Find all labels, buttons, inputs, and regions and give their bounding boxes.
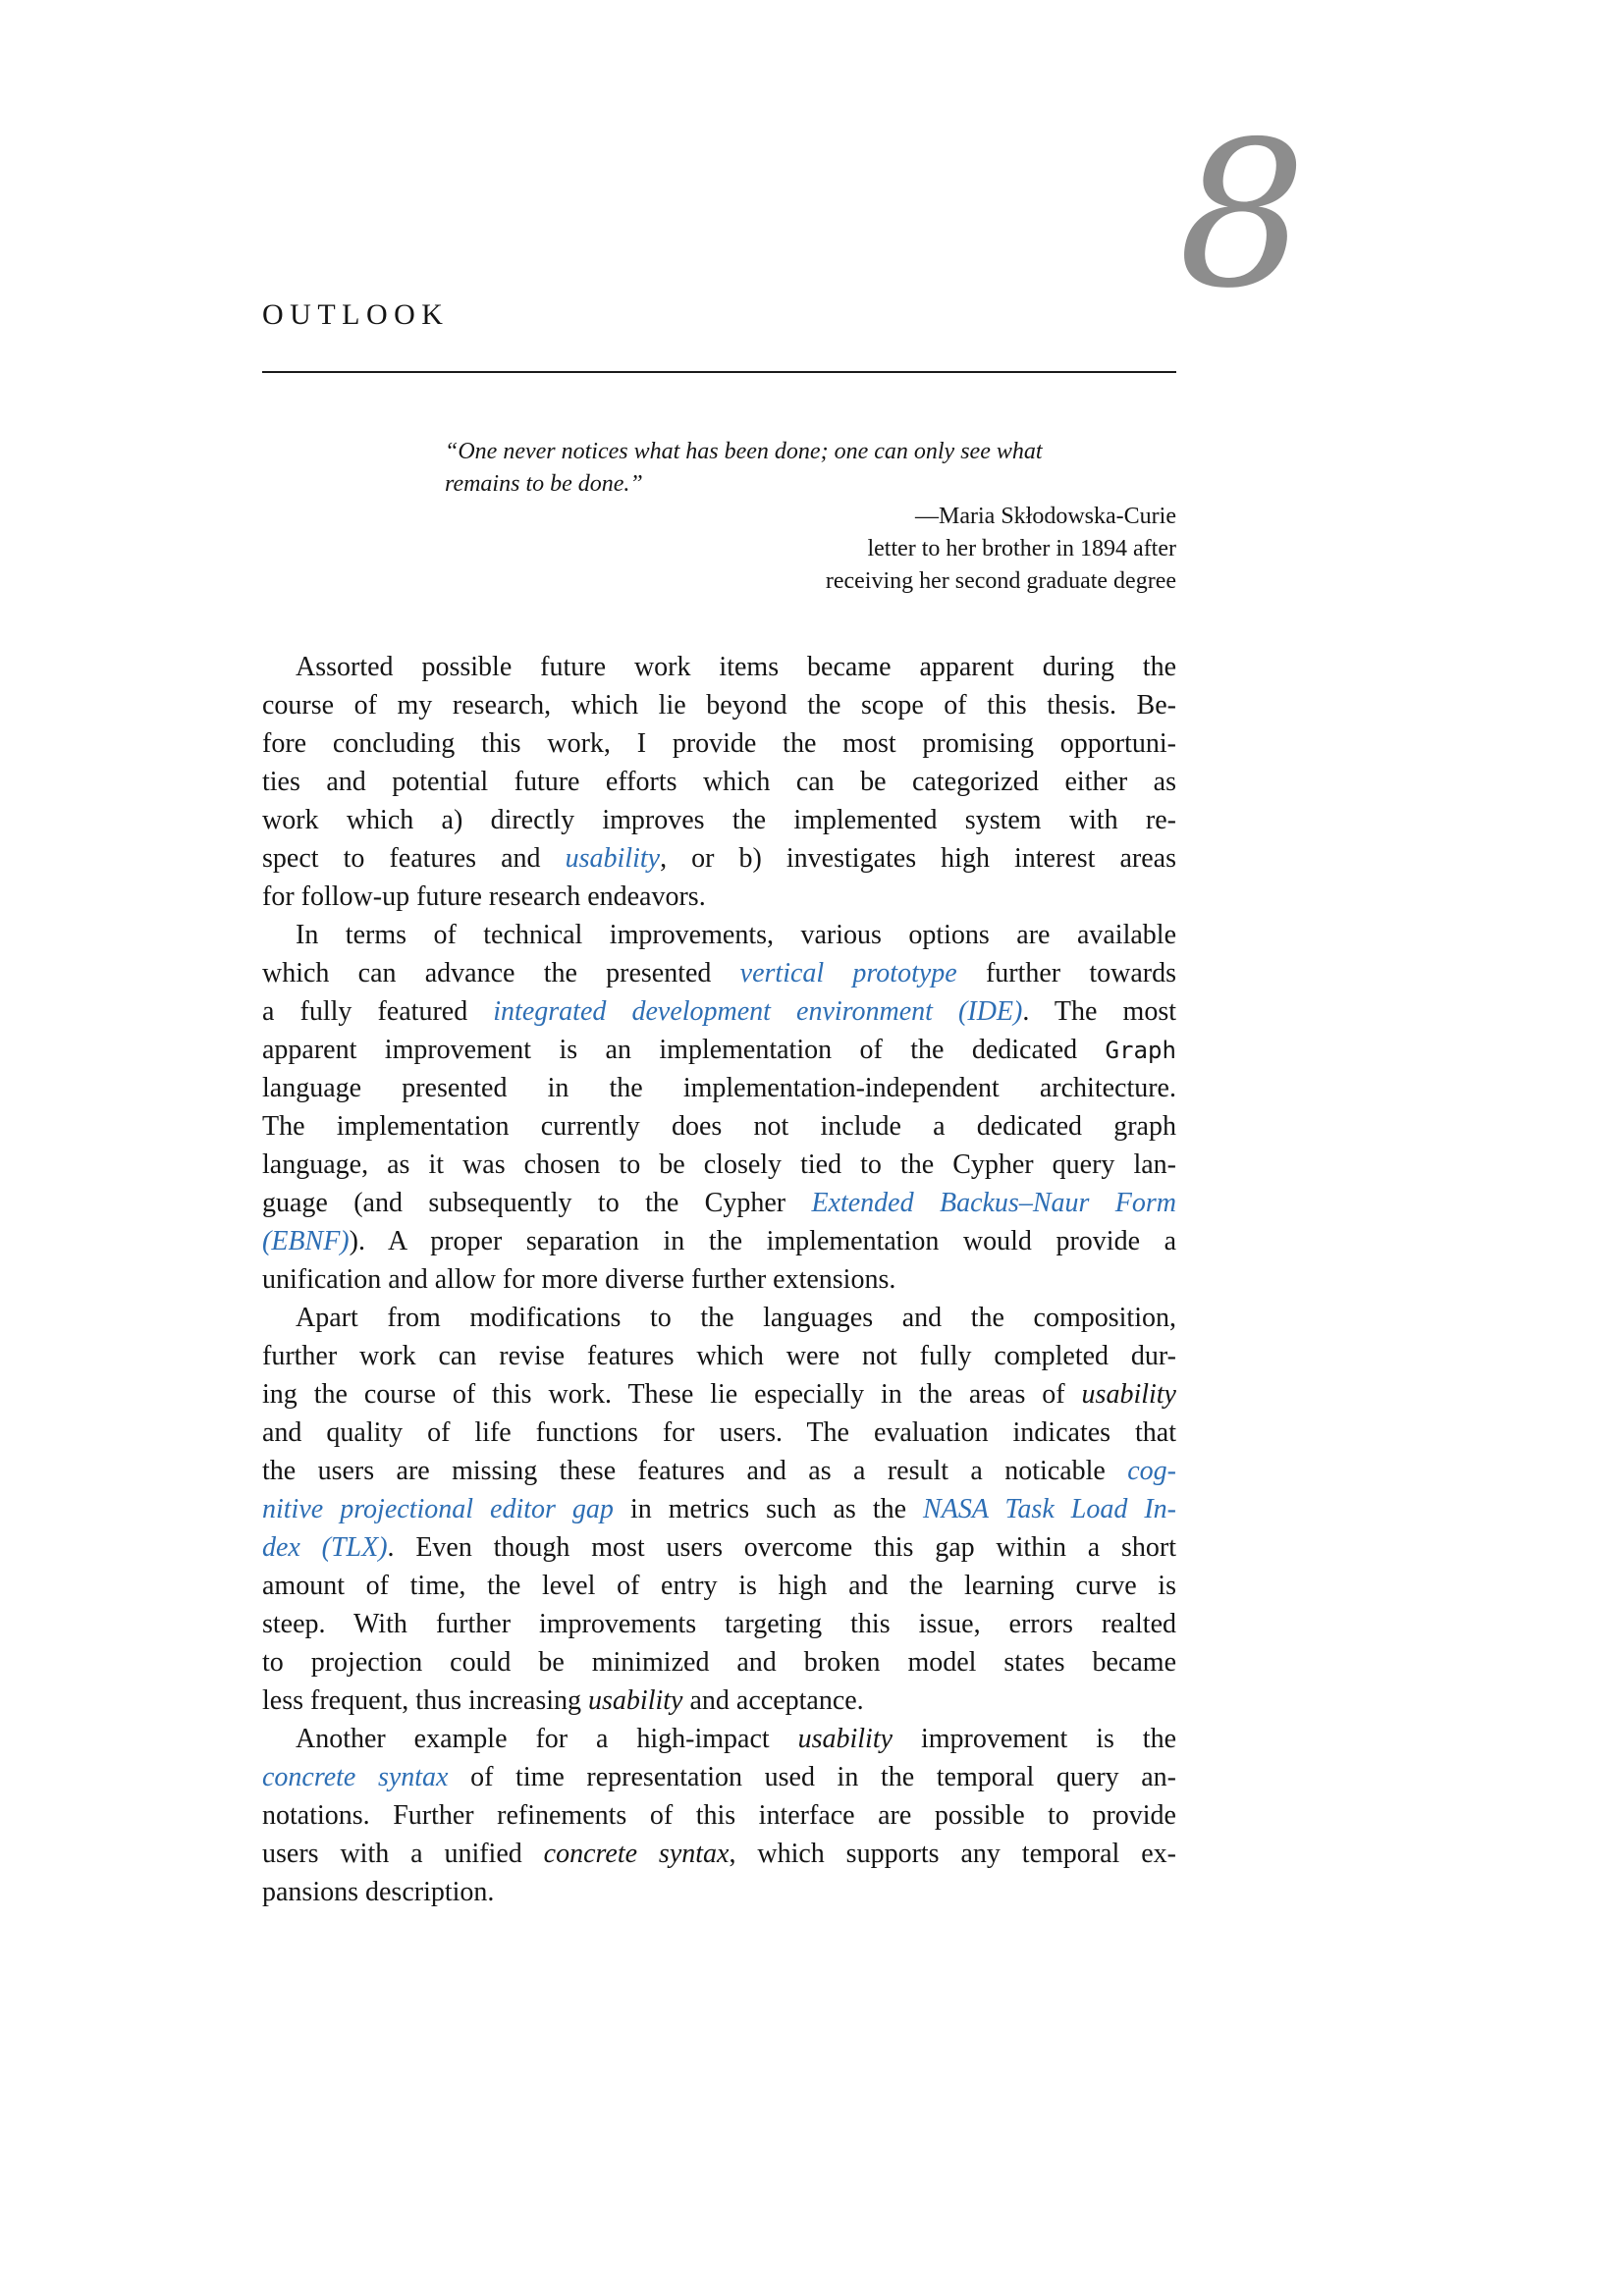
text-segment: Apart from modifications to the languages and the composition,: [296, 1303, 1176, 1333]
text-segment: pansions description.: [262, 1877, 495, 1907]
body-line: [262, 1835, 1176, 1873]
text-segment: Another example for a high-impact: [296, 1724, 798, 1754]
text-segment: notations. Further refinements of this interface are possible to provide: [262, 1800, 1176, 1831]
reference-link[interactable]: vertical prototype: [739, 958, 957, 988]
text-segment: amount of time, the level of entry is high and the learning curve is: [262, 1571, 1176, 1601]
text-segment: in metrics such as the: [613, 1494, 924, 1524]
text-segment: course of my research, which lie beyond the scope of this thesis. Be-: [262, 690, 1176, 721]
chapter-number: 8: [1178, 99, 1307, 333]
reference-link[interactable]: integrated development environment (IDE): [493, 996, 1023, 1027]
body-line: [262, 1682, 1176, 1720]
body-line: [262, 1643, 1176, 1682]
reference-link[interactable]: (EBNF): [262, 1226, 350, 1256]
reference-link[interactable]: NASA Task Load In-: [923, 1494, 1176, 1524]
body-line: [262, 1222, 1176, 1260]
epigraph-quote-line: “One never notices what has been done; one can only see what: [445, 439, 1043, 464]
text-segment: unification and allow for more diverse further extensions.: [262, 1264, 896, 1295]
text-segment: of time representation used in the temporal query an-: [448, 1762, 1176, 1792]
body-line: [262, 1567, 1176, 1605]
text-segment: steep. With further improvements targeting this issue, errors realted: [262, 1609, 1176, 1639]
text-segment: . The most: [1022, 996, 1176, 1027]
body-line: [262, 1184, 1176, 1222]
title-rule: [262, 371, 1176, 373]
text-segment: The implementation currently does not include a dedicated graph: [262, 1111, 1176, 1142]
body-line: [262, 1528, 1176, 1567]
body-line: [262, 1069, 1176, 1107]
text-segment: usability: [1081, 1379, 1176, 1410]
text-segment: In terms of technical improvements, various options are available: [296, 920, 1176, 950]
text-segment: less frequent, thus increasing: [262, 1685, 589, 1716]
text-segment: further work can revise features which were not fully completed dur-: [262, 1341, 1176, 1371]
body-line: [262, 1490, 1176, 1528]
text-segment: and quality of life functions for users. The evaluation indicates that: [262, 1417, 1176, 1448]
epigraph-quote-line: remains to be done.”: [445, 471, 643, 497]
body-line: [262, 1605, 1176, 1643]
reference-link[interactable]: cog-: [1127, 1456, 1176, 1486]
text-segment: usability: [797, 1724, 893, 1754]
epigraph-attribution: [445, 501, 1176, 598]
reference-link[interactable]: usability: [565, 843, 661, 874]
body-line: [262, 1796, 1176, 1835]
text-segment: , or b) investigates high interest areas: [660, 843, 1176, 874]
text-segment: concrete syntax: [543, 1839, 730, 1869]
body-line: [262, 1720, 1176, 1758]
reference-link[interactable]: Extended Backus–Naur Form: [811, 1188, 1176, 1218]
text-segment: a fully featured: [262, 996, 494, 1027]
text-segment: apparent improvement is an implementation of the dedicated: [262, 1035, 1106, 1065]
reference-link[interactable]: nitive projectional editor gap: [262, 1494, 614, 1524]
chapter-title: OUTLOOK: [262, 298, 450, 331]
body-line: [262, 686, 1176, 724]
text-segment: ). A proper separation in the implementation would provide a: [349, 1226, 1176, 1256]
text-segment: language, as it was chosen to be closely tied to the Cypher query lan-: [262, 1149, 1176, 1180]
body-text: [262, 648, 1176, 1911]
text-segment: which can advance the presented: [262, 958, 740, 988]
text-segment: usability: [588, 1685, 683, 1716]
epigraph-attribution-line: —Maria Skłodowska-Curie: [915, 504, 1176, 529]
code-token: Graph: [1105, 1037, 1176, 1064]
body-line: [262, 1107, 1176, 1146]
epigraph-quote: [445, 436, 1176, 501]
body-line: [262, 1452, 1176, 1490]
text-segment: . Even though most users overcome this gap within a short: [387, 1532, 1176, 1563]
text-segment: ties and potential future efforts which can be categorized either as: [262, 767, 1176, 797]
body-line: [262, 954, 1176, 992]
body-line: [262, 724, 1176, 763]
body-line: [262, 839, 1176, 878]
text-segment: Assorted possible future work items became apparent during the: [296, 652, 1176, 682]
body-line: [262, 878, 1176, 916]
epigraph-attribution-line: letter to her brother in 1894 after: [867, 536, 1176, 561]
body-line: [262, 1260, 1176, 1299]
body-line: [262, 916, 1176, 954]
body-line: [262, 1337, 1176, 1375]
body-line: [262, 1031, 1176, 1069]
text-segment: spect to features and: [262, 843, 566, 874]
text-segment: for follow-up future research endeavors.: [262, 881, 706, 912]
text-segment: ing the course of this work. These lie especially in the areas of: [262, 1379, 1082, 1410]
body-line: [262, 801, 1176, 839]
text-segment: , which supports any temporal ex-: [729, 1839, 1176, 1869]
text-segment: work which a) directly improves the implemented system with re-: [262, 805, 1176, 835]
body-line: [262, 1873, 1176, 1911]
text-segment: and acceptance.: [682, 1685, 864, 1716]
text-segment: language presented in the implementation-independent architecture.: [262, 1073, 1176, 1103]
body-line: [262, 1375, 1176, 1414]
text-segment: improvement is the: [893, 1724, 1176, 1754]
body-line: [262, 992, 1176, 1031]
reference-link[interactable]: concrete syntax: [262, 1762, 449, 1792]
text-segment: users with a unified: [262, 1839, 544, 1869]
text-segment: further towards: [956, 958, 1176, 988]
reference-link[interactable]: dex (TLX): [262, 1532, 388, 1563]
text-segment: to projection could be minimized and broken model states became: [262, 1647, 1176, 1678]
body-line: [262, 763, 1176, 801]
body-line: [262, 1299, 1176, 1337]
body-line: [262, 648, 1176, 686]
text-segment: guage (and subsequently to the Cypher: [262, 1188, 812, 1218]
body-line: [262, 1758, 1176, 1796]
epigraph: [445, 436, 1176, 598]
text-segment: the users are missing these features and as a result a noticable: [262, 1456, 1128, 1486]
body-line: [262, 1146, 1176, 1184]
body-line: [262, 1414, 1176, 1452]
epigraph-attribution-line: receiving her second graduate degree: [825, 568, 1176, 594]
text-segment: fore concluding this work, I provide the most promising opportuni-: [262, 728, 1176, 759]
